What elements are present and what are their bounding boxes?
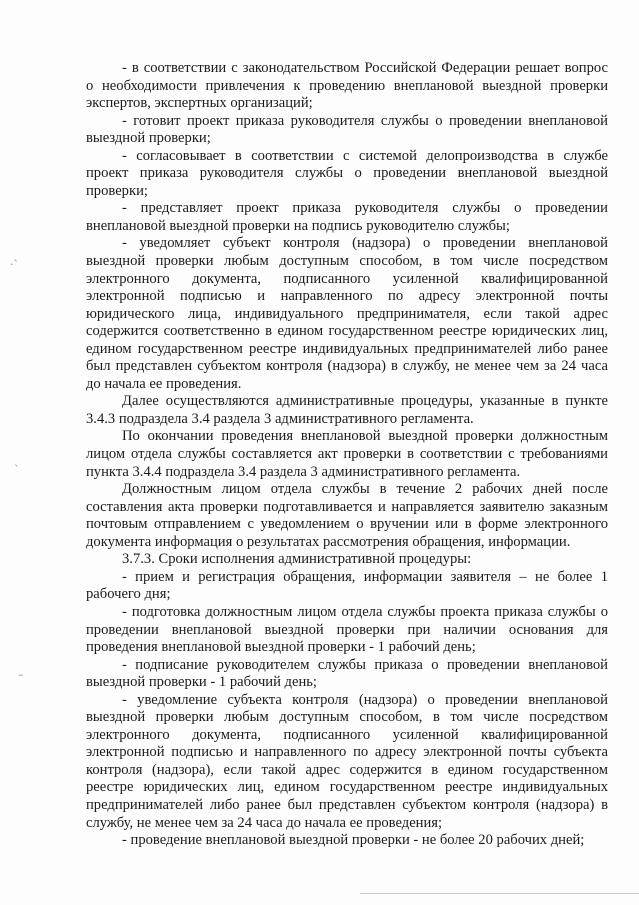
paragraph: - представляет проект приказа руководителя службы о проведении внеплановой выездной проверки на подпись руководителю службы; xyxy=(86,200,608,234)
scan-artifact-mark: ·ˋ xyxy=(10,258,19,271)
paragraph: - прием и регистрация обращения, информации заявителя – не более 1 рабочего дня; xyxy=(86,568,608,603)
paragraph: - в соответствии с законодательством Российской Федерации решает вопрос о необходимости привлечения к проведению внеплановой выездной проверки экспертов, экспертных организаций; xyxy=(86,60,608,112)
paragraph: - проведение внеплановой выездной проверки - не более 20 рабочих дней; xyxy=(122,832,585,849)
paragraph: - согласовывает в соответствии с системой делопроизводства в службе проект приказа руководителя службы о проведении внеплановой выездной проверки; xyxy=(86,147,608,199)
scan-artifact-mark: ˋ xyxy=(14,463,20,476)
paragraph: - подготовка должностным лицом отдела службы проекта приказа службы о проведении внеплановой выездной проверки при наличии основания для проведения внеплановой выездной проверки - 1 рабочий день; xyxy=(86,603,608,656)
page-bottom-edge xyxy=(360,893,639,894)
paragraph: Должностным лицом отдела службы в течение 2 рабочих дней после составления акта проверки подготавливается и направляется заявителю заказным почтовым отправлением с уведомлением о вручении или в форме электронного документа информация о результатах рассмотрения обращения, информации. xyxy=(86,481,608,550)
paragraph: - готовит проект приказа руководителя службы о проведении внеплановой выездной проверки; xyxy=(86,112,608,147)
paragraph: Далее осуществляются административные процедуры, указанные в пункте 3.4.3 подраздела 3.4 раздела 3 административного регламента. xyxy=(86,393,608,427)
paragraph: - уведомление субъекта контроля (надзора) о проведении внеплановой выездной проверки любым доступным способом, в том числе посредством электронного документа, подписанного усиленной квалифицированной электронной подписью и направленного по адресу электронной почты субъекта контроля (надзора), если такой адрес содержится в едином государственном реестре юридических лиц, едином государственном реестре индивидуальных предпринимателей либо ранее был представлен субъектом контроля (надзора) в службу, не менее чем за 24 часа до начала ее проведения; xyxy=(86,691,608,831)
paragraph: - уведомляет субъект контроля (надзора) о проведении внеплановой выездной проверки любым доступным способом, в том числе посредством электронного документа, подписанного усиленной квалифицированной электронной подписью и направленного по адресу электронной почты юридического лица, индивидуального предпринимателя, если такой адрес содержится соответственно в едином государственном реестре юридических лиц, едином государственном реестре индивидуальных предпринимателей либо ранее был представлен субъектом контроля (надзора) в службу, не менее чем за 24 часа до начала ее проведения. xyxy=(86,235,608,392)
section-heading: 3.7.3. Сроки исполнения административной процедуры: xyxy=(122,551,472,568)
document-body xyxy=(86,60,608,850)
scan-artifact-mark: – xyxy=(18,668,24,681)
paragraph: По окончании проведения внеплановой выездной проверки должностным лицом отдела службы составляется акт проверки в соответствии с требованиями пункта 3.4.4 подраздела 3.4 раздела 3 административного регламента. xyxy=(86,428,608,480)
paragraph: - подписание руководителем службы приказа о проведении внеплановой выездной проверки - 1 рабочий день; xyxy=(86,656,608,691)
